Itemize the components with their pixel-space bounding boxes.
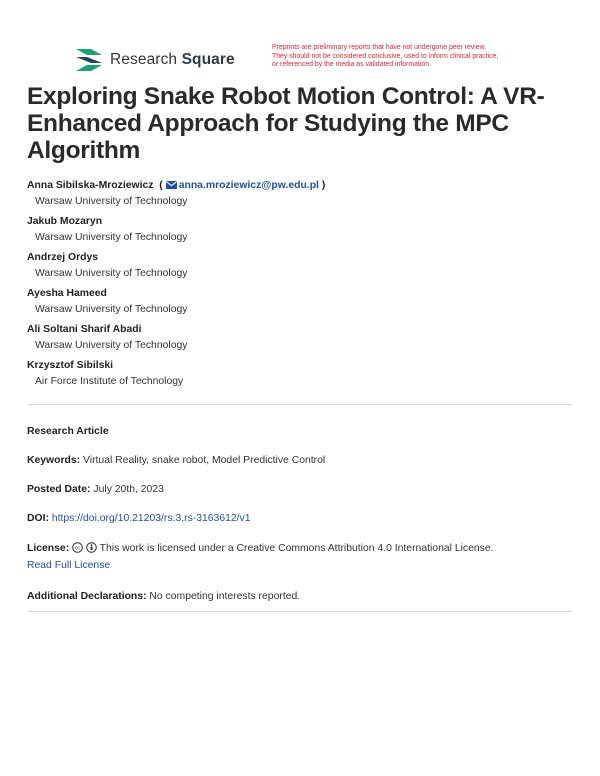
divider-top bbox=[27, 404, 573, 405]
author-entry bbox=[27, 214, 567, 250]
author-name: Krzysztof Sibilski bbox=[27, 360, 114, 371]
doi-label: DOI: bbox=[27, 513, 49, 524]
author-entry bbox=[27, 358, 567, 394]
preprint-disclaimer bbox=[272, 44, 532, 70]
author-list bbox=[27, 178, 567, 394]
posted-date-label: Posted Date: bbox=[27, 484, 91, 495]
research-square-logo[interactable] bbox=[74, 47, 235, 73]
envelope-icon bbox=[166, 181, 177, 189]
doi-row bbox=[27, 510, 573, 527]
author-affiliation: Warsaw University of Technology bbox=[35, 232, 188, 243]
author-entry bbox=[27, 322, 567, 358]
paper-title: Exploring Snake Robot Motion Control: A VR-Enhanced Approach for Studying the MPC Algorithm bbox=[27, 83, 545, 164]
license-label: License: bbox=[27, 543, 70, 554]
posted-date-value: July 20th, 2023 bbox=[93, 484, 164, 495]
author-entry bbox=[27, 250, 567, 286]
email-close-paren: ) bbox=[318, 180, 326, 191]
brand-word-research: Research bbox=[110, 51, 178, 68]
declarations-row bbox=[27, 588, 573, 605]
disclaimer-line: They should not be considered conclusive, used to inform clinical practice, bbox=[272, 52, 499, 60]
author-affiliation: Warsaw University of Technology bbox=[35, 340, 188, 351]
read-full-license-link[interactable]: Read Full License bbox=[27, 560, 111, 571]
article-type-label: Research Article bbox=[27, 426, 109, 437]
author-name: Andrzej Ordys bbox=[27, 252, 99, 263]
author-affiliation: Warsaw University of Technology bbox=[35, 196, 188, 207]
author-entry bbox=[27, 286, 567, 322]
keywords-row bbox=[27, 452, 573, 469]
author-affiliation: Air Force Institute of Technology bbox=[35, 376, 184, 387]
divider-bottom bbox=[27, 611, 573, 612]
svg-text:cc: cc bbox=[75, 545, 81, 552]
author-affiliation: Warsaw University of Technology bbox=[35, 304, 188, 315]
brand-word-square: Square bbox=[181, 51, 235, 68]
keywords-value: Virtual Reality, snake robot, Model Predictive Control bbox=[83, 455, 326, 466]
license-text: This work is licensed under a Creative Commons Attribution 4.0 International License. bbox=[99, 543, 494, 554]
doi-link[interactable]: https://doi.org/10.21203/rs.3.rs-3163612/v1 bbox=[51, 513, 251, 524]
author-name: Jakub Mozaryn bbox=[27, 216, 103, 227]
email-open-paren: ( bbox=[156, 180, 163, 191]
declarations-value: No competing interests reported. bbox=[149, 591, 301, 602]
disclaimer-line: Preprints are preliminary reports that have not undergone peer review. bbox=[272, 44, 487, 51]
author-name: Ayesha Hameed bbox=[27, 288, 107, 299]
author-name: Anna Sibilska-Mroziewicz bbox=[27, 180, 154, 191]
author-entry bbox=[27, 178, 567, 214]
keywords-label: Keywords: bbox=[27, 455, 81, 466]
cc-icon bbox=[72, 542, 83, 553]
brand-name bbox=[110, 51, 235, 69]
posted-date-row bbox=[27, 481, 573, 498]
declarations-label: Additional Declarations: bbox=[27, 591, 147, 602]
corresponding-email-link[interactable]: anna.mroziewicz@pw.edu.pl bbox=[178, 180, 319, 191]
disclaimer-line: or referenced by the media as validated information. bbox=[272, 61, 431, 69]
article-type bbox=[27, 423, 573, 440]
author-affiliation: Warsaw University of Technology bbox=[35, 268, 188, 279]
author-name: Ali Soltani Sharif Abadi bbox=[27, 324, 142, 335]
author-name-row bbox=[27, 178, 567, 193]
cc-by-icon bbox=[86, 542, 97, 553]
research-square-logo-icon bbox=[74, 47, 104, 73]
license-row bbox=[27, 540, 573, 574]
